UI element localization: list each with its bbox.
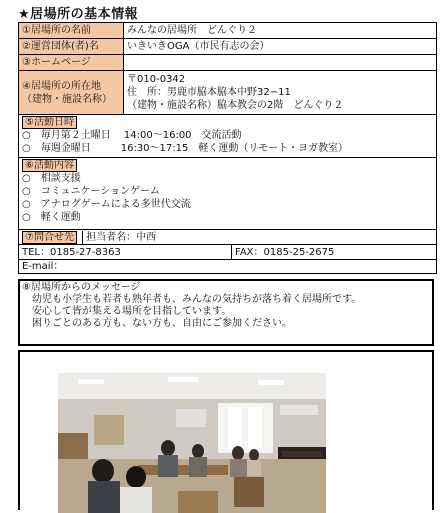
row-name <box>19 23 437 39</box>
address-building: （建物・施設名称）脇本教会の2階 どんぐり２ <box>127 100 344 111</box>
message-line: 困りごとのある方も、ない方も、自由にご参加ください。 <box>32 318 292 329</box>
activity-item: ○ 相談支援 <box>22 173 81 184</box>
activity-item: ○ 軽く運動 <box>22 212 81 223</box>
message-label: ⑧居場所からのメッセージ <box>22 282 141 293</box>
row-schedule <box>19 115 437 158</box>
value-org: いきいきOGA（市民有志の会） <box>124 39 437 55</box>
label-address-line2: （建物・施設名称） <box>22 93 112 105</box>
row-contact <box>19 230 437 245</box>
page-title: ★居場所の基本情報 <box>18 7 139 22</box>
message-line: 安心して皆が集える場所を目指しています。 <box>32 306 232 317</box>
contact-tel: TEL：0185-27-8363 <box>19 245 232 260</box>
row-address <box>19 71 437 115</box>
row-homepage <box>19 55 437 71</box>
row-org <box>19 39 437 55</box>
contact-fax: FAX：0185-25-2675 <box>232 245 437 260</box>
activities-cell <box>19 158 437 230</box>
schedule-cell <box>19 115 437 158</box>
info-table <box>18 22 437 274</box>
contact-email: E-mail： <box>19 260 437 274</box>
message-line: 幼児も小学生も若者も熟年者も、みんなの気持ちが落ち着く居場所です。 <box>32 294 362 305</box>
address-postal: 〒010-0342 <box>127 74 186 85</box>
schedule-line-2: ○ 毎週金曜日 16:30〜17:15 軽く運動（リモート・ヨガ教室） <box>22 143 348 154</box>
row-activities <box>19 158 437 230</box>
venue-photo <box>58 373 326 513</box>
contact-person: 担当者名：中西 <box>82 231 156 244</box>
value-name: みんなの居場所 どんぐり２ <box>124 23 437 39</box>
label-address <box>19 71 124 115</box>
row-phone <box>19 245 437 260</box>
label-homepage: ③ホームページ <box>19 55 124 71</box>
value-address <box>124 71 437 115</box>
activity-item: ○ コミュニケーションゲーム <box>22 186 160 197</box>
label-schedule: ⑤活動日時 <box>22 116 77 129</box>
photo-frame <box>18 350 434 510</box>
schedule-line-1: ○ 毎月第２土曜日 14:00〜16:00 交流活動 <box>22 130 242 141</box>
value-homepage <box>124 55 437 71</box>
contact-cell <box>19 230 437 245</box>
message-box <box>18 279 434 346</box>
label-address-line1: ④居場所の所在地 <box>22 80 101 92</box>
address-street: 住 所：男鹿市脇本脇本中野32−11 <box>127 87 291 98</box>
row-email <box>19 260 437 274</box>
label-name: ①居場所の名前 <box>19 23 124 39</box>
label-contact: ⑦問合せ先 <box>22 231 77 244</box>
label-org: ②運営団体(者)名 <box>19 39 124 55</box>
activity-item: ○ アナログゲームによる多世代交流 <box>22 199 191 210</box>
label-activities: ⑥活動内容 <box>22 159 77 172</box>
